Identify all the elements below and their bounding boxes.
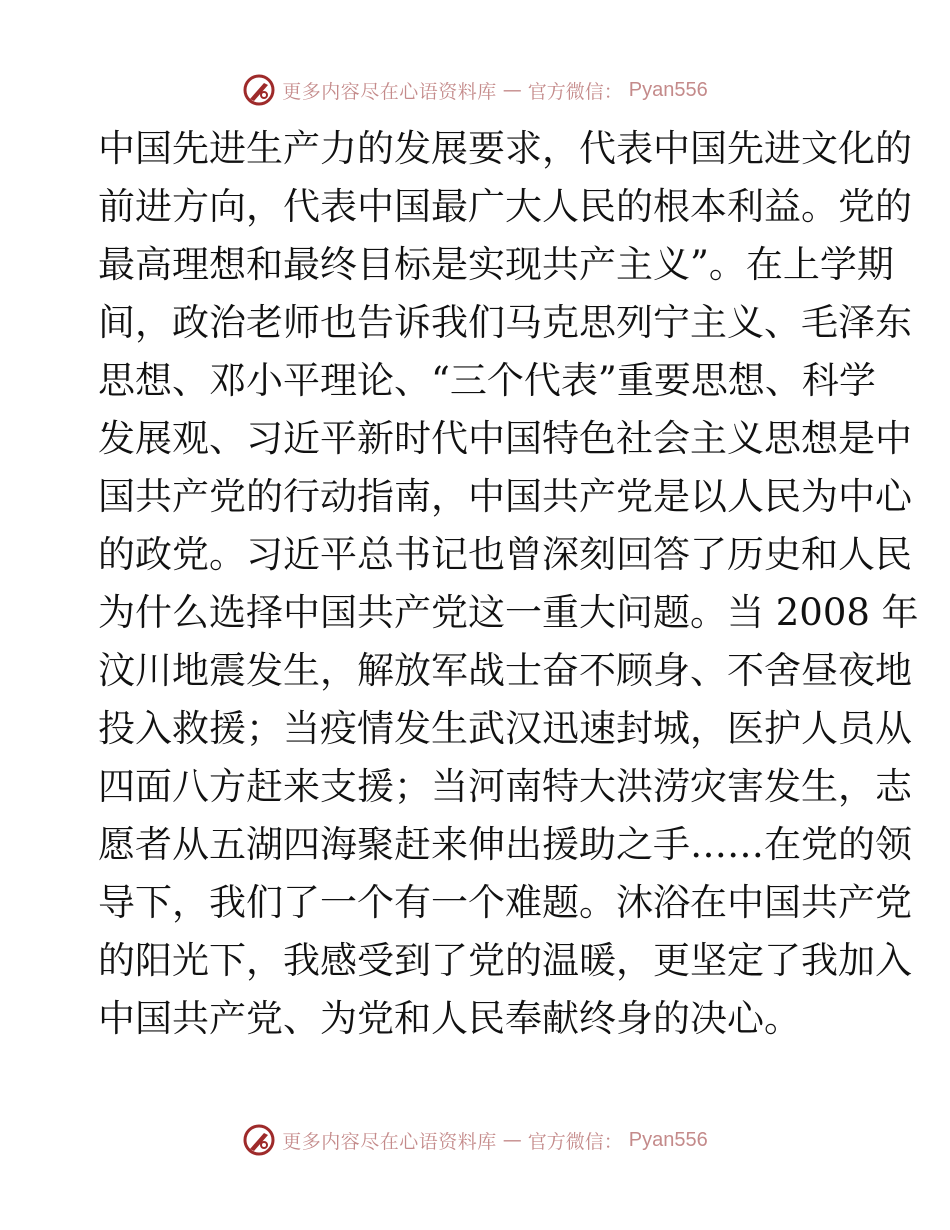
- text-line: 的政党。习近平总书记也曾深刻回答了历史和人民: [98, 533, 912, 576]
- text-line: 为什么选择中国共产党这一重大问题。当 2008 年: [98, 591, 919, 634]
- pen-logo-icon: [242, 1123, 276, 1157]
- text-line: 中国共产党、为党和人民奉献终身的决心。: [98, 997, 801, 1040]
- text-line: 国共产党的行动指南，中国共产党是以人民为中心: [98, 475, 912, 518]
- text-line: 间，政治老师也告诉我们马克思列宁主义、毛泽东: [98, 301, 912, 344]
- header-main-text: 更多内容尽在心语资料库: [282, 80, 497, 103]
- footer-dash: —: [502, 1129, 522, 1151]
- text-line: 四面八方赶来支援；当河南特大洪涝灾害发生，志: [98, 765, 912, 808]
- footer-wechat-id: Pyan556: [628, 1128, 708, 1151]
- body-text: [98, 120, 919, 1048]
- header-sub-text: 官方微信：: [527, 80, 623, 103]
- footer-sub-text: 官方微信：: [527, 1130, 623, 1153]
- header-dash: —: [502, 79, 522, 101]
- text-line: 前进方向，代表中国最广大人民的根本利益。党的: [98, 185, 912, 228]
- text-line: 导下，我们了一个有一个难题。沐浴在中国共产党: [98, 881, 912, 924]
- text-line: 的阳光下，我感受到了党的温暖，更坚定了我加入: [98, 939, 912, 982]
- text-line: 思想、邓小平理论、“三个代表”重要思想、科学: [98, 359, 876, 402]
- footer-main-text: 更多内容尽在心语资料库: [282, 1130, 497, 1153]
- text-line: 投入救援；当疫情发生武汉迅速封城，医护人员从: [98, 707, 912, 750]
- text-line: 发展观、习近平新时代中国特色社会主义思想是中: [98, 417, 912, 460]
- header-banner: [0, 70, 950, 110]
- text-line: 最高理想和最终目标是实现共产主义”。在上学期: [98, 243, 894, 286]
- header-wechat-id: Pyan556: [628, 78, 708, 101]
- text-line: 中国先进生产力的发展要求，代表中国先进文化的: [98, 127, 912, 170]
- text-line: 汶川地震发生，解放军战士奋不顾身、不舍昼夜地: [98, 649, 912, 692]
- text-line: 愿者从五湖四海聚赶来伸出援助之手……在党的领: [98, 823, 912, 866]
- footer-banner: [0, 1120, 950, 1160]
- pen-logo-icon: [242, 73, 276, 107]
